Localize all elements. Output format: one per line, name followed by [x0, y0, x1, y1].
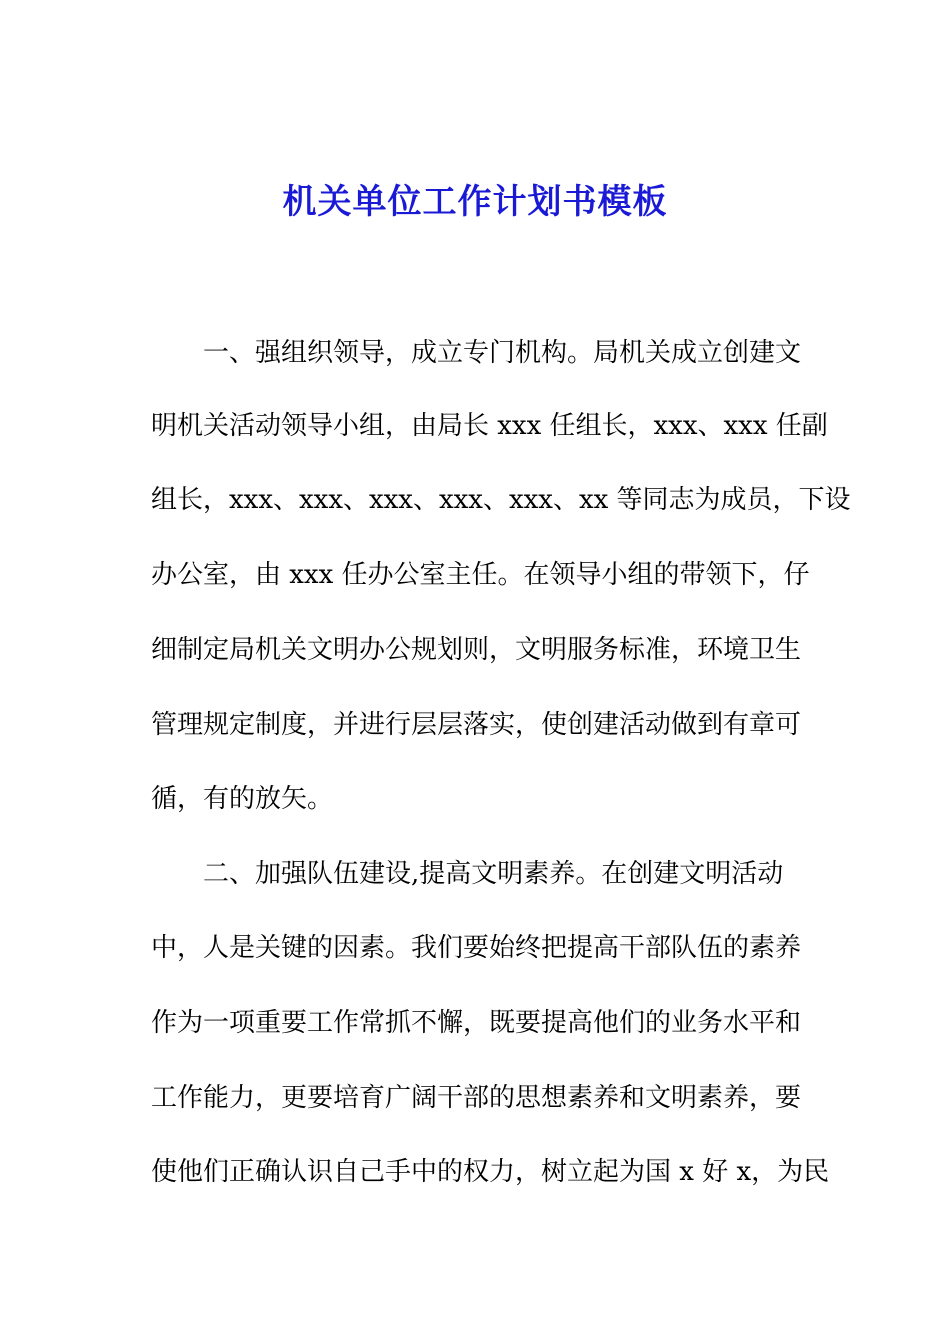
paragraph-line: 组长，xxx、xxx、xxx、xxx、xxx、xx 等同志为成员，下设: [151, 485, 851, 515]
paragraph-line: 管理规定制度，并进行层层落实，使创建活动做到有章可: [151, 710, 802, 740]
paragraph-line: 使他们正确认识自己手中的权力，树立起为国 x 好 x，为民: [151, 1157, 830, 1187]
document-title: 机关单位工作计划书模板: [282, 182, 668, 222]
paragraph-line: 作为一项重要工作常抓不懈，既要提高他们的业务水平和: [151, 1008, 802, 1038]
paragraph-line: 工作能力，更要培育广阔干部的思想素养和文明素养，要: [151, 1083, 802, 1113]
paragraph-line: 循，有的放矢。: [151, 784, 334, 814]
paragraph-line: 细制定局机关文明办公规划则，文明服务标准，环境卫生: [151, 635, 802, 665]
paragraph-line: 二、加强队伍建设,提高文明素养。在创建文明活动: [203, 859, 784, 889]
paragraph-line: 中，人是关键的因素。我们要始终把提高干部队伍的素养: [151, 933, 802, 963]
paragraph-line: 办公室，由 xxx 任办公室主任。在领导小组的带领下，仔: [151, 560, 810, 590]
paragraph-line: 明机关活动领导小组，由局长 xxx 任组长，xxx、xxx 任副: [151, 411, 828, 441]
paragraph-line: 一、强组织领导，成立专门机构。局机关成立创建文: [203, 338, 802, 368]
